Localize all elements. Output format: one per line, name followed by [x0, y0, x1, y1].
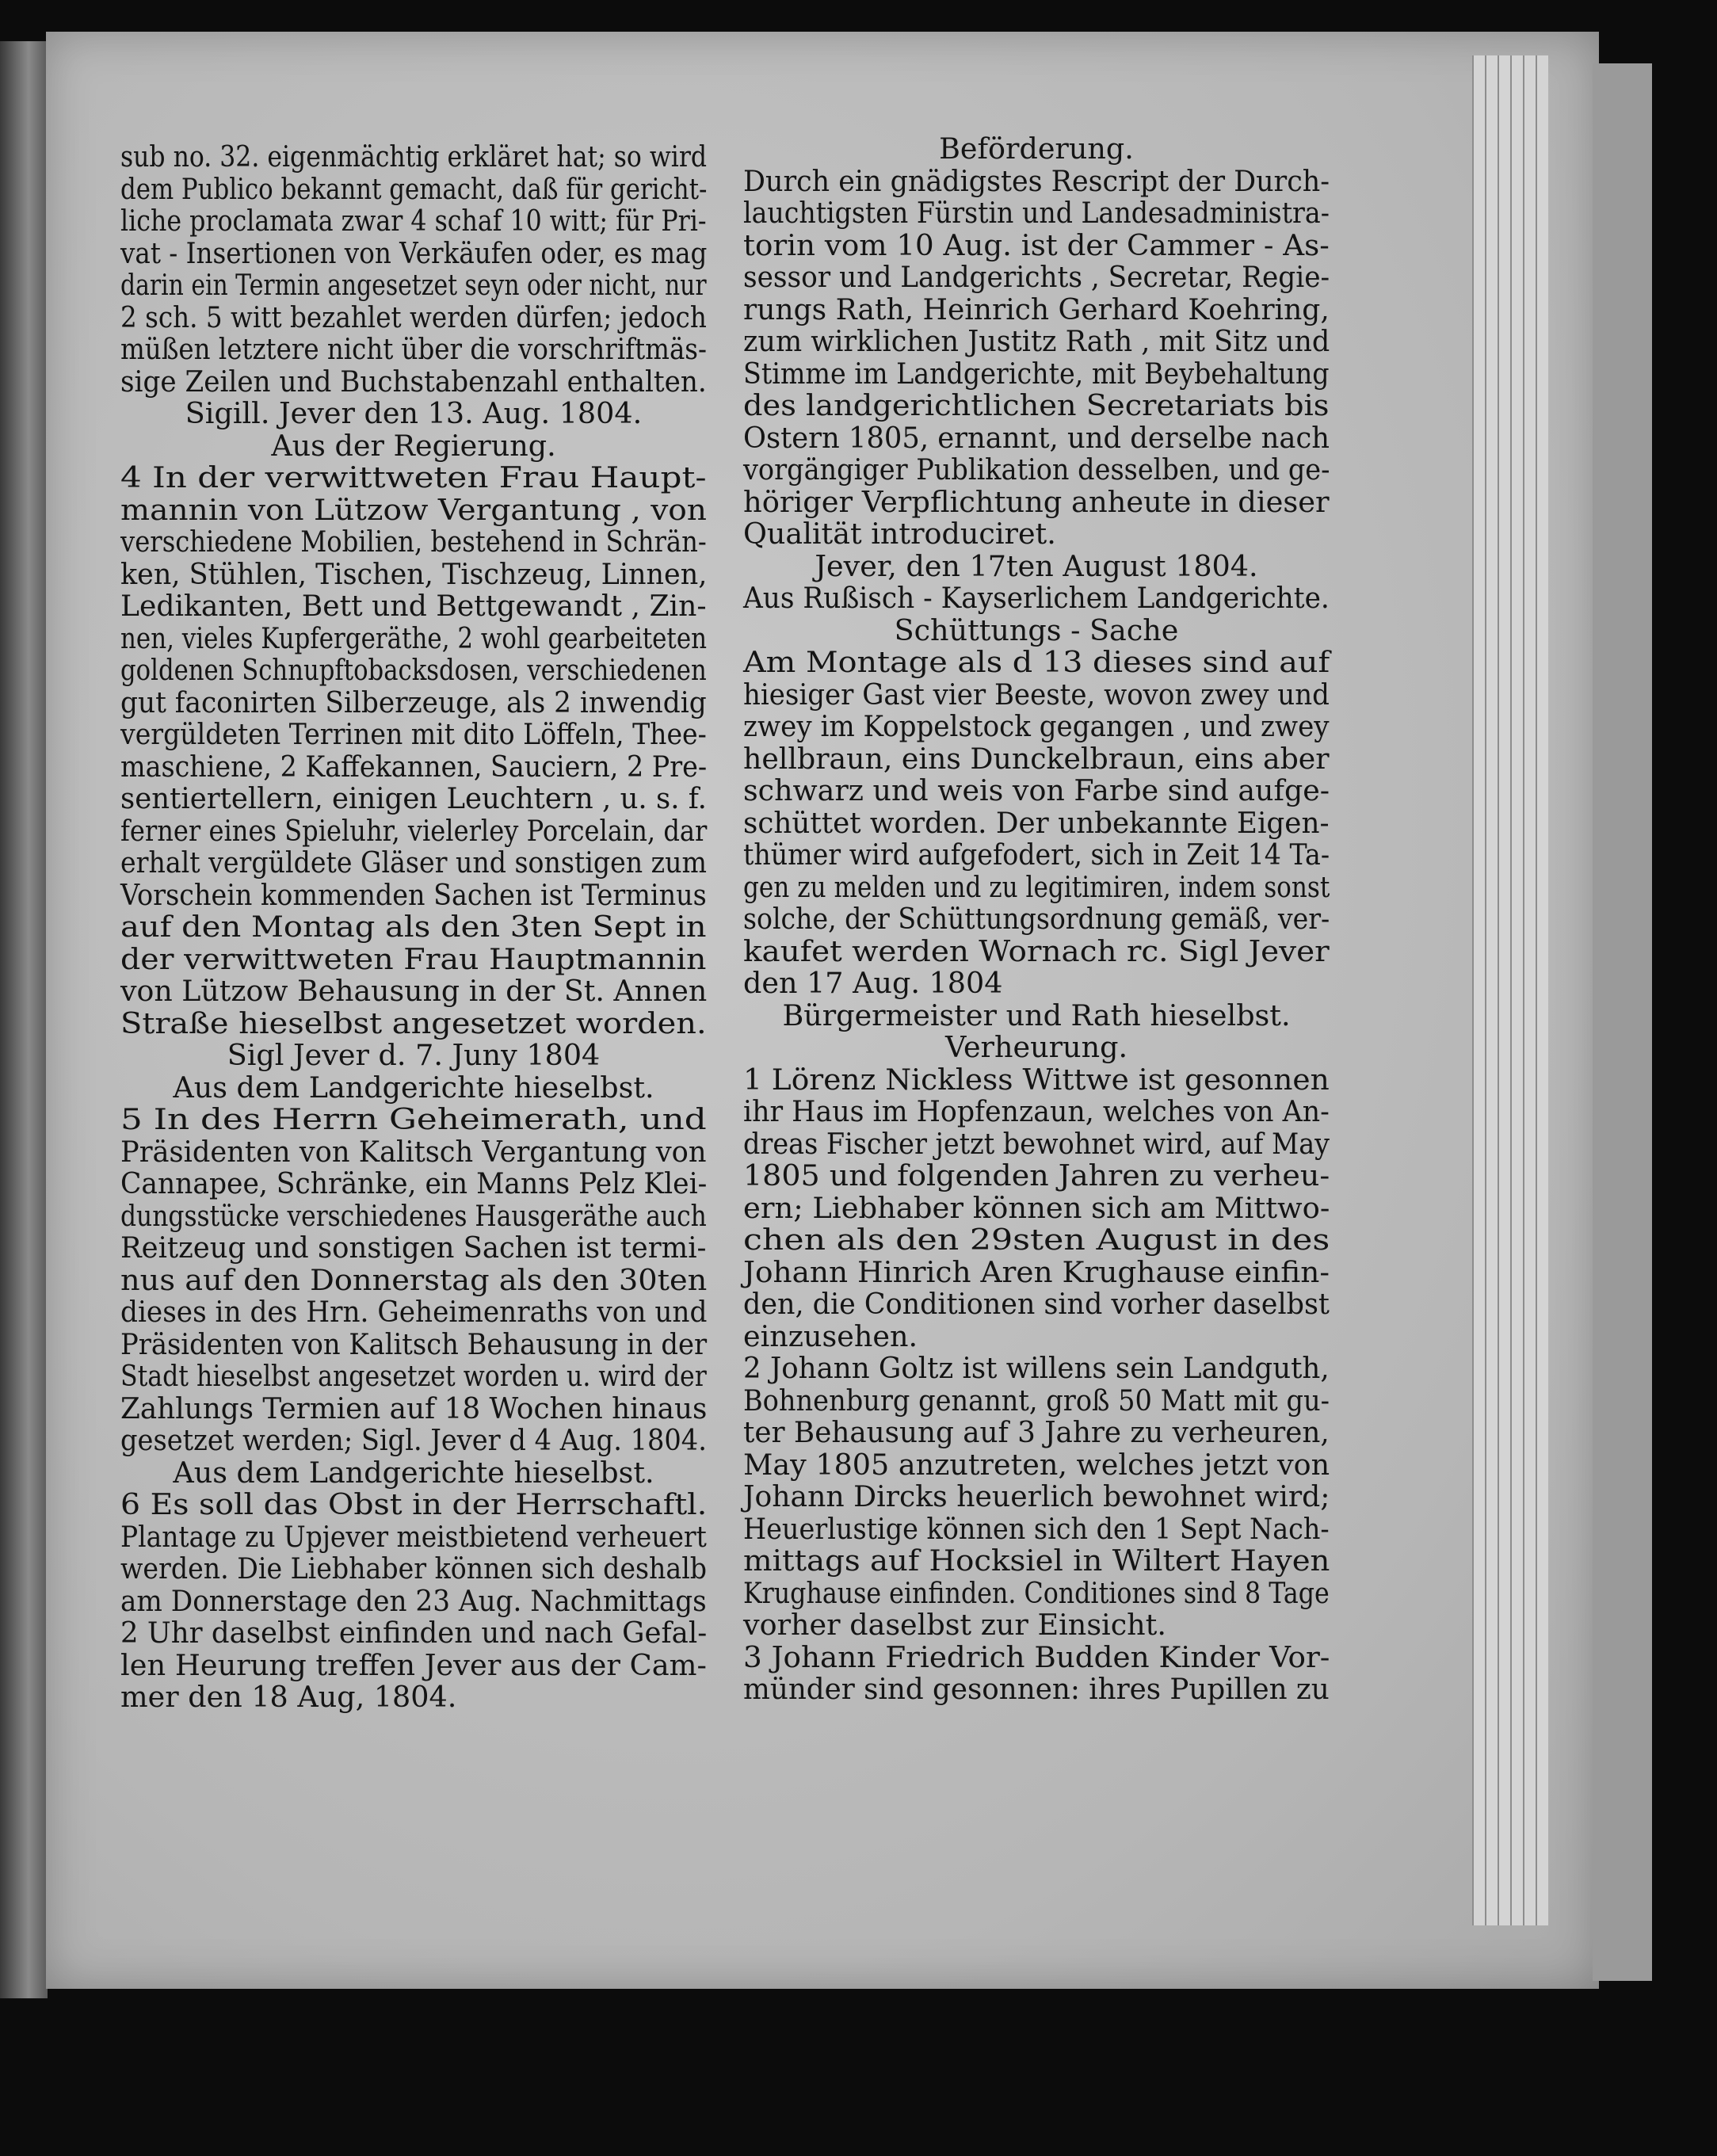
right-column-line: Qualität introduciret.: [743, 517, 1056, 551]
right-column-line: Jever, den 17ten August 1804.: [815, 548, 1258, 583]
right-column-line: Verheurung.: [944, 1030, 1128, 1064]
right-column-line: rungs Rath, Heinrich Gerhard Koehring,: [743, 292, 1330, 326]
right-column-line: münder sind gesonnen: ihres Pupillen zu: [743, 1672, 1330, 1706]
right-column-line: 2 Johann Goltz ist willens sein Landguth,: [743, 1351, 1330, 1385]
right-column-line: Krughause einfinden. Conditiones sind 8 Tage: [743, 1575, 1330, 1610]
left-column-line: sentiertellern, einigen Leuchtern , u. s. f.: [120, 781, 707, 815]
left-column-line: nen, vieles Kupfergeräthe, 2 wohl gearbeiteten: [120, 620, 708, 655]
left-column-line: gesetzet werden; Sigl. Jever d 4 Aug. 1804.: [120, 1423, 707, 1457]
right-column-line: zwey im Koppelstock gegangen , und zwey: [743, 709, 1330, 743]
left-column-line: 2 sch. 5 witt bezahlet werden dürfen; jedoch: [120, 300, 707, 334]
right-column-line: höriger Verpflichtung anheute in dieser: [743, 484, 1330, 519]
right-column-line: ern; Liebhaber können sich am Mittwo-: [743, 1190, 1330, 1225]
right-column-line: Ostern 1805, ernannt, und derselbe nach: [743, 420, 1330, 455]
left-column-line: Aus der Regierung.: [271, 428, 556, 463]
left-column-line: Cannapee, Schränke, ein Manns Pelz Klei-: [120, 1166, 708, 1200]
left-column-line: 5 In des Herrn Geheimerath, und: [120, 1102, 707, 1136]
right-column-line: vorher daselbst zur Einsicht.: [743, 1608, 1166, 1642]
right-column-line: ter Behausung auf 3 Jahre zu verheuren,: [743, 1415, 1330, 1449]
right-column-line: solche, der Schüttungsordnung gemäß, ver-: [743, 902, 1330, 936]
right-column-line: Aus Rußisch - Kayserlichem Landgerichte.: [743, 581, 1330, 615]
left-column-line: vergüldeten Terrinen mit dito Löffeln, Thee-: [120, 717, 707, 751]
left-column-line: liche proclamata zwar 4 schaf 10 witt; für Pri-: [120, 204, 707, 238]
left-column-line: ken, Stühlen, Tischen, Tischzeug, Linnen,: [120, 556, 708, 591]
right-column-line: torin vom 10 Aug. ist der Cammer - As-: [743, 227, 1330, 262]
right-column-line: 3 Johann Friedrich Budden Kinder Vor-: [743, 1639, 1330, 1674]
right-column-line: Schüttungs - Sache: [894, 612, 1179, 647]
right-text-column: [743, 133, 1330, 1706]
right-column-line: Durch ein gnädigstes Rescript der Durch-: [743, 163, 1330, 198]
left-column-line: Aus dem Landgerichte hieselbst.: [173, 1455, 654, 1490]
left-column-line: 4 In der verwittweten Frau Haupt-: [120, 460, 707, 494]
left-column-line: dieses in des Hrn. Geheimenraths von und: [120, 1295, 708, 1329]
right-column-line: Johann Dircks heuerlich bewohnet wird;: [743, 1479, 1330, 1513]
right-column-line: Am Montage als d 13 dieses sind auf: [743, 645, 1330, 679]
right-column-line: vorgängiger Publikation desselben, und ge-: [743, 452, 1330, 487]
right-column-line: sessor und Landgerichts , Secretar, Regie-: [743, 260, 1330, 294]
left-column-line: gut faconirten Silberzeuge, als 2 inwendig: [120, 685, 707, 719]
left-column-line: dungsstücke verschiedenes Hausgeräthe auch: [120, 1198, 707, 1233]
right-column-line: gen zu melden und zu legitimiren, indem sonst: [743, 869, 1330, 904]
right-column-line: Stimme im Landgerichte, mit Beybehaltung: [743, 356, 1330, 391]
right-column-line: Heuerlustige können sich den 1 Sept Nach-: [743, 1511, 1330, 1546]
left-column-line: sige Zeilen und Buchstabenzahl enthalten.: [120, 364, 707, 399]
left-column-line: darin ein Termin angesetzet seyn oder nicht, nur: [120, 268, 707, 302]
left-column-line: Aus dem Landgerichte hieselbst.: [173, 1070, 654, 1105]
left-column-line: Vorschein kommenden Sachen ist Terminus: [120, 877, 707, 912]
left-column-line: Plantage zu Upjever meistbietend verheuert: [120, 1519, 707, 1554]
right-column-line: ihr Haus im Hopfenzaun, welches von An-: [743, 1094, 1330, 1128]
left-column-line: 2 Uhr daselbst einfinden und nach Gefal-: [120, 1616, 708, 1650]
right-column-line: des landgerichtlichen Secretariats bis: [743, 388, 1330, 422]
left-column-line: ferner eines Spieluhr, vielerley Porcelain, dar: [120, 813, 708, 848]
left-column-line: nus auf den Donnerstag als den 30ten: [120, 1262, 708, 1297]
right-column-line: lauchtigsten Fürstin und Landesadministra-: [743, 196, 1330, 230]
left-column-line: Präsidenten von Kalitsch Vergantung von: [120, 1134, 707, 1169]
right-column-line: 1 Lörenz Nickless Wittwe ist gesonnen: [743, 1062, 1330, 1097]
left-column-line: mannin von Lützow Vergantung , von: [120, 492, 707, 527]
left-column-line: auf den Montag als den 3ten Sept in: [120, 910, 707, 944]
left-column-line: verschiedene Mobilien, bestehend in Schrän-: [120, 525, 707, 559]
left-column-line: Präsidenten von Kalitsch Behausung in der: [120, 1326, 708, 1361]
adjacent-page-edge: [0, 41, 48, 1998]
right-column-line: Bohnenburg genannt, groß 50 Matt mit gu-: [743, 1383, 1330, 1418]
left-column-line: Sigl Jever d. 7. Juny 1804: [227, 1038, 601, 1072]
right-column-line: den, die Conditionen sind vorher daselbst: [743, 1287, 1330, 1321]
right-column-line: schüttet worden. Der unbekannte Eigen-: [743, 805, 1330, 840]
left-column-line: Sigill. Jever den 13. Aug. 1804.: [185, 396, 643, 430]
right-column-line: zum wirklichen Justitz Rath , mit Sitz und: [743, 324, 1330, 358]
right-column-line: hellbraun, eins Dunckelbraun, eins aber: [743, 741, 1330, 776]
page-stack-edges: [1472, 55, 1591, 1925]
book-fore-edge: [1593, 63, 1652, 1981]
left-column-line: dem Publico bekannt gemacht, daß für gericht-: [120, 171, 708, 206]
left-column-line: vat - Insertionen von Verkäufen oder, es mag: [120, 235, 708, 270]
left-column-line: goldenen Schnupftobacksdosen, verschiedenen: [120, 653, 707, 687]
left-column-line: mer den 18 Aug, 1804.: [120, 1680, 457, 1714]
right-column-line: hiesiger Gast vier Beeste, wovon zwey und: [743, 677, 1330, 712]
right-column-line: Beförderung.: [939, 132, 1134, 166]
right-column-line: chen als den 29sten August in des: [743, 1223, 1330, 1257]
left-column-line: Reitzeug und sonstigen Sachen ist termi-: [120, 1231, 707, 1265]
right-column-line: dreas Fischer jetzt bewohnet wird, auf May: [743, 1126, 1330, 1161]
left-column-line: Stadt hieselbst angesetzet worden u. wird der: [120, 1359, 707, 1393]
right-column-line: Johann Hinrich Aren Krughause einfin-: [743, 1254, 1330, 1289]
right-column-line: mittags auf Hocksiel in Wiltert Hayen: [743, 1544, 1330, 1578]
left-column-line: sub no. 32. eigenmächtig erkläret hat; so wird: [120, 139, 708, 174]
left-column-line: Ledikanten, Bett und Bettgewandt , Zin-: [120, 589, 707, 623]
right-column-line: einzusehen.: [743, 1318, 918, 1353]
left-column-line: Zahlungs Termien auf 18 Wochen hinaus: [120, 1391, 708, 1425]
right-column-line: schwarz und weis von Farbe sind aufge-: [743, 773, 1330, 807]
left-column-line: am Donnerstage den 23 Aug. Nachmittags: [120, 1583, 707, 1618]
left-column-line: müßen letztere nicht über die vorschriftmäs-: [120, 332, 707, 366]
right-column-line: 1805 und folgenden Jahren zu verheu-: [743, 1158, 1330, 1192]
left-column-line: maschiene, 2 Kaffekannen, Sauciern, 2 Pre-: [120, 749, 708, 784]
right-column-line: May 1805 anzutreten, welches jetzt von: [743, 1447, 1330, 1482]
left-column-line: Straße hieselbst angesetzet worden.: [120, 1005, 707, 1040]
left-column-line: von Lützow Behausung in der St. Annen: [120, 974, 708, 1008]
right-column-line: thümer wird aufgefodert, sich in Zeit 14 Ta-: [743, 838, 1330, 872]
left-column-line: len Heurung treffen Jever aus der Cam-: [120, 1647, 707, 1682]
left-column-line: der verwittweten Frau Hauptmannin: [120, 941, 707, 976]
left-text-column: [120, 141, 707, 1714]
right-column-line: den 17 Aug. 1804: [743, 966, 1003, 1000]
right-column-line: Bürgermeister und Rath hieselbst.: [782, 998, 1291, 1032]
left-column-line: werden. Die Liebhaber können sich deshalb: [120, 1551, 708, 1586]
left-column-line: erhalt vergüldete Gläser und sonstigen zum: [120, 845, 707, 880]
left-column-line: 6 Es soll das Obst in der Herrschaftl.: [120, 1487, 708, 1521]
right-column-line: kaufet werden Wornach rc. Sigl Jever: [743, 933, 1330, 968]
